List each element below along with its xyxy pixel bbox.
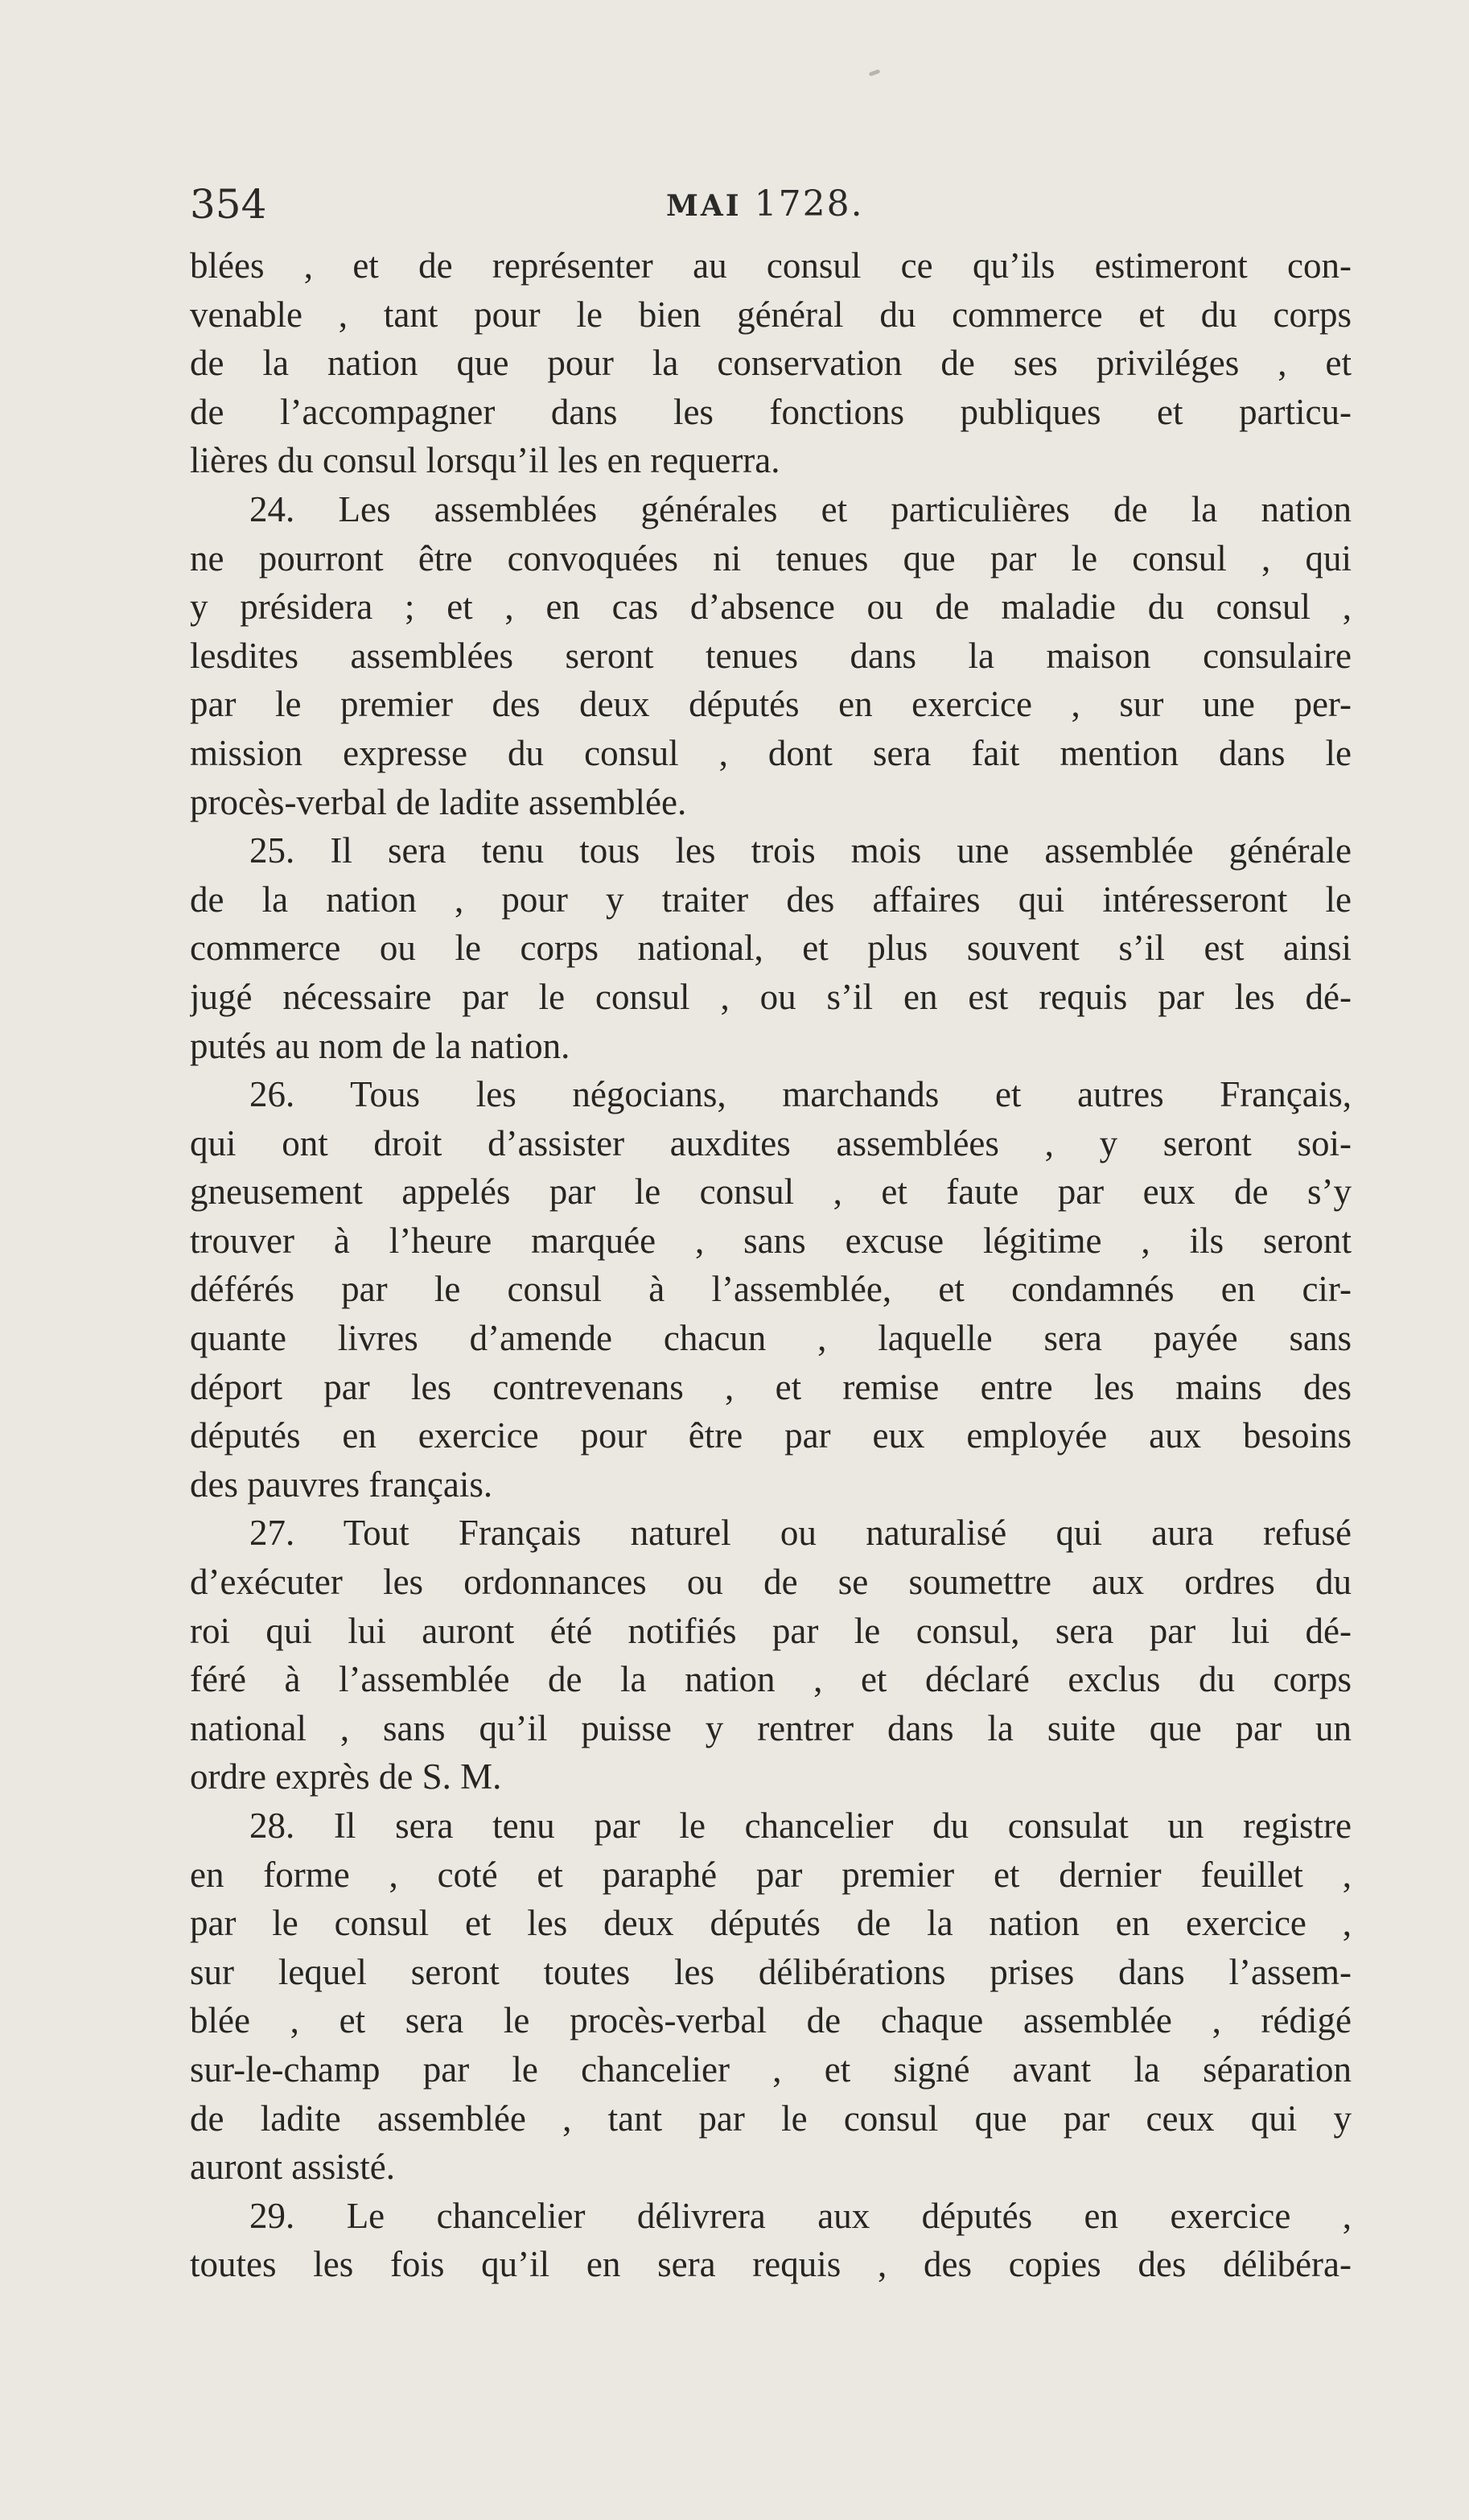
text-line: ordre exprès de S. M. xyxy=(190,1756,502,1797)
text-line: députés en exercice pour être par eux employée aux besoins xyxy=(190,1415,1352,1456)
article-29-start: 29. Le chancelier délivrera aux députés en exercice , xyxy=(249,2195,1352,2236)
text-line: mission expresse du consul , dont sera fait mention dans le xyxy=(190,732,1352,773)
text-line: d’exécuter les ordonnances ou de se soumettre aux ordres du xyxy=(190,1562,1352,1603)
article-27-start: 27. Tout Français naturel ou naturalisé qui aura refusé xyxy=(249,1513,1352,1554)
text-line: lesdites assemblées seront tenues dans la maison consulaire xyxy=(190,635,1352,676)
text-line: par le premier des deux députés en exercice , sur une per- xyxy=(190,684,1352,725)
text-line: lières du consul lorsqu’il les en requerra. xyxy=(190,440,780,481)
text-line: procès-verbal de ladite assemblée. xyxy=(190,781,687,822)
text-line: auront assisté. xyxy=(190,2147,395,2188)
article-24-start: 24. Les assemblées générales et particulières de la nation xyxy=(249,488,1352,529)
text-line: y présidera ; et , en cas d’absence ou de maladie du consul , xyxy=(190,587,1352,628)
text-line: blée , et sera le procès-verbal de chaque assemblée , rédigé xyxy=(190,2000,1352,2041)
text-line: jugé nécessaire par le consul , ou s’il en est requis par les dé- xyxy=(190,976,1352,1017)
text-line: toutes les fois qu’il en sera requis , des copies des délibéra- xyxy=(190,2244,1352,2285)
text-line: gneusement appelés par le consul , et faute par eux de s’y xyxy=(190,1171,1352,1213)
text-line: quante livres d’amende chacun , laquelle sera payée sans xyxy=(190,1318,1352,1359)
text-line: commerce ou le corps national, et plus souvent s’il est ainsi xyxy=(190,928,1352,969)
text-line: blées , et de représenter au consul ce qu’ils estimeront con- xyxy=(190,245,1352,286)
text-line: sur-le-champ par le chancelier , et signé avant la séparation xyxy=(190,2049,1352,2090)
text-line: déférés par le consul à l’assemblée, et condamnés en cir- xyxy=(190,1269,1352,1310)
article-26-start: 26. Tous les négocians, marchands et autres Français, xyxy=(249,1074,1352,1115)
text-line: de la nation que pour la conservation de ses priviléges , et xyxy=(190,343,1352,384)
page-number: 354 xyxy=(190,181,267,228)
running-head-date xyxy=(666,179,864,232)
text-line: de ladite assemblée , tant par le consul que par ceux qui y xyxy=(190,2098,1352,2139)
article-28-start: 28. Il sera tenu par le chancelier du consulat un registre xyxy=(249,1806,1352,1846)
text-line: de l’accompagner dans les fonctions publiques et particu- xyxy=(190,391,1352,432)
text-line: des pauvres français. xyxy=(190,1464,493,1505)
page-header xyxy=(190,179,1352,230)
text-line: féré à l’assemblée de la nation , et déclaré exclus du corps xyxy=(190,1659,1352,1700)
text-line: ne pourront être convoquées ni tenues que par le consul , qui xyxy=(190,537,1352,579)
article-25-start: 25. Il sera tenu tous les trois mois une assemblée générale xyxy=(249,830,1352,871)
text-line: de la nation , pour y traiter des affaires qui intéresseront le xyxy=(190,879,1352,920)
text-line: par le consul et les deux députés de la nation en exercice , xyxy=(190,1903,1352,1944)
text-line: trouver à l’heure marquée , sans excuse légitime , ils seront xyxy=(190,1220,1352,1261)
page-body xyxy=(190,241,1352,2289)
text-line: national , sans qu’il puisse y rentrer dans la suite que par un xyxy=(190,1707,1352,1748)
text-line: qui ont droit d’assister auxdites assemblées , y seront soi- xyxy=(190,1122,1352,1163)
running-head-year: 1728. xyxy=(754,183,864,224)
page-smudge xyxy=(869,69,881,76)
running-head-month: MAI xyxy=(666,189,742,223)
text-line: venable , tant pour le bien général du commerce et du corps xyxy=(190,294,1352,335)
text-line: en forme , coté et paraphé par premier et dernier feuillet , xyxy=(190,1854,1352,1895)
text-line: déport par les contrevenans , et remise entre les mains des xyxy=(190,1366,1352,1407)
text-line: roi qui lui auront été notifiés par le consul, sera par lui dé- xyxy=(190,1610,1352,1651)
text-line: sur lequel seront toutes les délibérations prises dans l’assem- xyxy=(190,1951,1352,1992)
text-line: putés au nom de la nation. xyxy=(190,1025,570,1066)
